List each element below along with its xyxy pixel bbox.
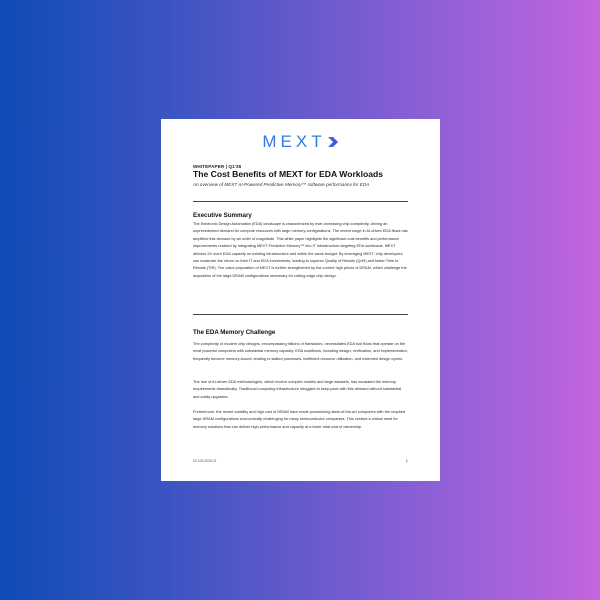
section-heading-eda-memory-challenge: The EDA Memory Challenge [193, 329, 276, 336]
mext-logo [161, 132, 440, 152]
document-title: The Cost Benefits of MEXT for EDA Workloads [193, 169, 384, 179]
footer-document-code: 02.106.2026.01 [193, 459, 217, 463]
document-kicker: WHITEPAPER | Q1'26 [193, 164, 242, 169]
whitepaper-page [161, 119, 440, 481]
section-divider [193, 201, 408, 202]
challenge-paragraph-1: The complexity of modern chip designs, encompassing billions of transistors, necessitates EDA tool flows that operate on the most powerful computers with substantial memory capacity. EDA workflows, including design, verification, and implementation, frequently become memory-bound, leading to stalled processes, inefficient resource utilization, and extended design cycles. [193, 342, 408, 361]
document-subtitle: An overview of MEXT AI-Powered Predictive Memory™ software performance for EDA [193, 182, 370, 187]
challenge-paragraph-2: The rise of AI-driven EDA methodologies, which involve complex models and large datasets, has escalated the memory requirements dramatically. Traditional computing infrastructure struggles to keep pace with this demand without substantial and costly upgrades. [193, 380, 402, 399]
section-heading-executive-summary: Executive Summary [193, 212, 252, 219]
section-divider [193, 314, 408, 315]
executive-summary-paragraph: The Electronic Design Automation (EDA) landscape is characterized by ever-increasing chip complexity, driving an unprecedented demand for compute resources with large memory configurations. The recent surge in AI-driven EDA flows has amplified this demand by an order of magnitude. This white paper highlights the significant cost benefits and performance improvements realized by integrating MEXT Predictive Memory™ into IT infrastructure targeting EDA workloads. MEXT delivers 2X more EDA capacity on existing infrastructure and within the same budget. By leveraging MEXT, chip developers can maximize the return on their IT and EDA investments, leading to superior Quality of Results (QoR) and faster Time to Results (TtR). The value proposition of MEXT is further strengthened by the current high prices of DRAM, which challenge the acquisition of the large DRAM configurations necessary for cutting-edge chip design. [193, 222, 408, 278]
challenge-paragraph-3: Furthermore, the recent volatility and high cost of DRAM have made provisioning state-of-the-art computers with the required large DRAM configurations economically challenging for many semiconductor companies. This creates a critical need for memory solutions that can deliver high performance and capacity at a lower total cost of ownership. [193, 410, 406, 429]
chevron-right-icon [327, 136, 339, 148]
logo-wordmark: MEXT [262, 132, 326, 151]
footer-page-number: 1 [405, 458, 408, 463]
